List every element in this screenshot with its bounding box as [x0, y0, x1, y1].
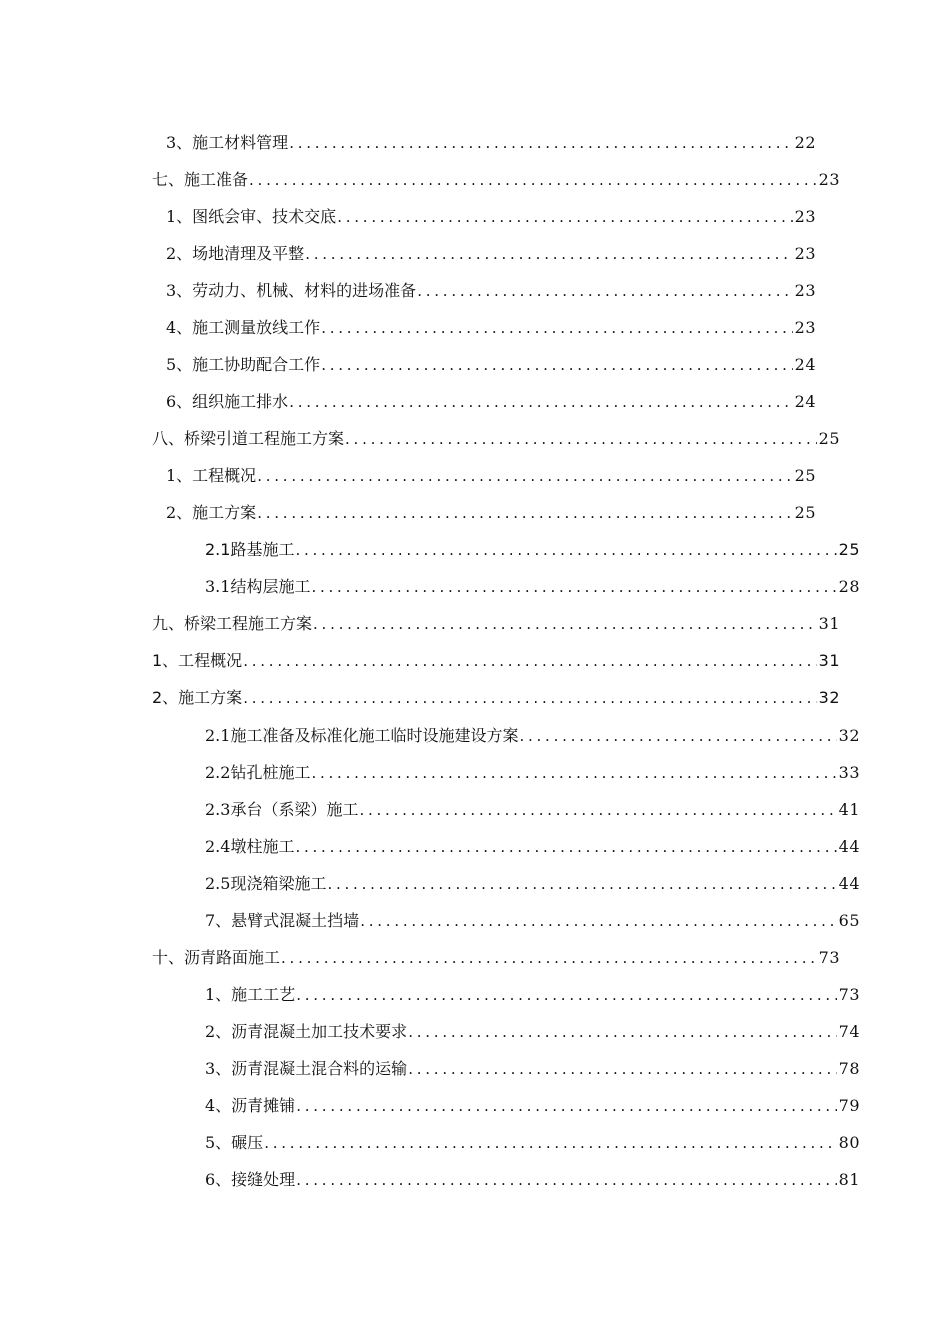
toc-entry-page: 23 — [794, 318, 816, 337]
toc-entry-label: 4、沥青摊铺 — [205, 1096, 296, 1115]
toc-entry-label: 1、工程概况 — [166, 466, 257, 485]
toc-entry-label: 2、施工方案 — [152, 688, 243, 707]
toc-entry[interactable] — [152, 943, 840, 969]
toc-entry-page: 33 — [838, 763, 860, 782]
toc-entry-page: 73 — [838, 985, 860, 1004]
toc-entry[interactable] — [205, 758, 860, 784]
toc-leader-dots — [288, 132, 792, 154]
toc-entry-page: 32 — [818, 688, 840, 707]
toc-entry-label: 1、图纸会审、技术交底 — [166, 207, 337, 226]
toc-leader-dots — [407, 1058, 836, 1080]
toc-entry[interactable] — [205, 572, 860, 598]
toc-leader-dots — [320, 317, 792, 339]
toc-leader-dots — [263, 1132, 836, 1154]
toc-entry-page: 23 — [794, 207, 816, 226]
toc-entry-label: 1、施工工艺 — [205, 985, 296, 1004]
toc-entry-label: 5、碾压 — [205, 1133, 264, 1152]
toc-leader-dots — [242, 687, 816, 709]
toc-entry[interactable] — [166, 498, 816, 524]
toc-entry-label: 3、劳动力、机械、材料的进场准备 — [166, 281, 417, 300]
toc-leader-dots — [256, 465, 792, 487]
toc-entry-label: 6、组织施工排水 — [166, 392, 289, 411]
toc-entry[interactable] — [166, 313, 816, 339]
toc-entry-page: 31 — [818, 651, 840, 670]
toc-entry-label: 2.1施工准备及标准化施工临时设施建设方案 — [205, 726, 519, 745]
toc-entry-label: 3、沥青混凝土混合料的运输 — [205, 1059, 408, 1078]
toc-entry-label: 1、工程概况 — [152, 651, 243, 670]
toc-entry[interactable] — [152, 683, 840, 709]
toc-leader-dots — [407, 1021, 836, 1043]
toc-leader-dots — [344, 428, 817, 450]
toc-entry-label: 6、接缝处理 — [205, 1170, 296, 1189]
toc-entry-page: 23 — [794, 244, 816, 263]
toc-leader-dots — [288, 391, 792, 413]
toc-leader-dots — [304, 243, 792, 265]
toc-entry[interactable] — [166, 276, 816, 302]
toc-entry-label: 2.4墩柱施工 — [205, 837, 295, 856]
toc-leader-dots — [295, 984, 836, 1006]
toc-entry-page: 31 — [818, 614, 840, 633]
toc-entry-page: 25 — [838, 540, 860, 559]
toc-leader-dots — [518, 725, 836, 747]
toc-entry-label: 2、施工方案 — [166, 503, 257, 522]
toc-entry-label: 7、悬臂式混凝土挡墙 — [205, 911, 360, 930]
toc-leader-dots — [242, 650, 816, 672]
toc-entry-page: 32 — [838, 726, 860, 745]
toc-leader-dots — [295, 1169, 836, 1191]
toc-entry[interactable] — [205, 535, 860, 561]
toc-leader-dots — [326, 873, 836, 895]
toc-leader-dots — [295, 1095, 836, 1117]
toc-entry-page: 23 — [818, 170, 840, 189]
toc-entry-page: 41 — [838, 800, 860, 819]
toc-entry[interactable] — [205, 906, 860, 932]
toc-leader-dots — [359, 910, 836, 932]
toc-entry[interactable] — [152, 165, 840, 191]
toc-entry-label: 5、施工协助配合工作 — [166, 355, 321, 374]
toc-entry[interactable] — [205, 980, 860, 1006]
toc-entry[interactable] — [166, 239, 816, 265]
toc-entry[interactable] — [166, 461, 816, 487]
toc-entry[interactable] — [152, 609, 840, 635]
toc-leader-dots — [310, 762, 836, 784]
toc-entry-page: 25 — [794, 466, 816, 485]
toc-entry-label: 2.2钻孔桩施工 — [205, 763, 311, 782]
toc-entry-page: 44 — [838, 837, 860, 856]
toc-entry-page: 78 — [838, 1059, 860, 1078]
toc-entry[interactable] — [205, 721, 860, 747]
toc-entry-label: 2.3承台（系梁）施工 — [205, 800, 359, 819]
toc-entry-label: 2、场地清理及平整 — [166, 244, 305, 263]
toc-entry-page: 28 — [838, 577, 860, 596]
toc-entry-label: 2.5现浇箱梁施工 — [205, 874, 327, 893]
toc-entry-page: 81 — [838, 1170, 860, 1189]
toc-entry-label: 八、桥梁引道工程施工方案 — [152, 429, 345, 448]
toc-leader-dots — [294, 836, 836, 858]
toc-leader-dots — [248, 169, 817, 191]
toc-leader-dots — [416, 280, 792, 302]
toc-leader-dots — [336, 206, 792, 228]
toc-leader-dots — [312, 613, 817, 635]
toc-leader-dots — [358, 799, 836, 821]
toc-leader-dots — [310, 576, 836, 598]
toc-entry-page: 73 — [818, 948, 840, 967]
toc-entry[interactable] — [205, 1091, 860, 1117]
toc-entry-page: 24 — [794, 355, 816, 374]
toc-entry-page: 80 — [838, 1133, 860, 1152]
toc-entry-page: 22 — [794, 133, 816, 152]
toc-entry[interactable] — [205, 1128, 860, 1154]
toc-entry-label: 3.1结构层施工 — [205, 577, 311, 596]
toc-entry-label: 七、施工准备 — [152, 170, 249, 189]
toc-entry[interactable] — [166, 128, 816, 154]
toc-entry[interactable] — [152, 646, 840, 672]
toc-entry-label: 4、施工测量放线工作 — [166, 318, 321, 337]
toc-leader-dots — [280, 947, 817, 969]
toc-entry[interactable] — [205, 832, 860, 858]
toc-entry-page: 79 — [838, 1096, 860, 1115]
toc-entry-label: 九、桥梁工程施工方案 — [152, 614, 313, 633]
toc-entry-page: 24 — [794, 392, 816, 411]
toc-leader-dots — [294, 539, 836, 561]
toc-entry-label: 十、沥青路面施工 — [152, 948, 281, 967]
toc-entry[interactable] — [152, 424, 840, 450]
toc-entry[interactable] — [205, 1017, 860, 1043]
toc-leader-dots — [256, 502, 792, 524]
toc-entry-label: 3、施工材料管理 — [166, 133, 289, 152]
toc-entry[interactable] — [205, 1054, 860, 1080]
toc-entry-page: 44 — [838, 874, 860, 893]
toc-entry-label: 2、沥青混凝土加工技术要求 — [205, 1022, 408, 1041]
toc-entry-label: 2.1路基施工 — [205, 540, 295, 559]
toc-entry[interactable] — [205, 795, 860, 821]
toc-entry[interactable] — [166, 202, 816, 228]
toc-entry[interactable] — [205, 869, 860, 895]
toc-entry-page: 23 — [794, 281, 816, 300]
toc-entry-page: 65 — [838, 911, 860, 930]
toc-entry-page: 74 — [838, 1022, 860, 1041]
toc-entry-page: 25 — [818, 429, 840, 448]
toc-entry[interactable] — [166, 387, 816, 413]
toc-entry[interactable] — [166, 350, 816, 376]
toc-entry-page: 25 — [794, 503, 816, 522]
toc-leader-dots — [320, 354, 792, 376]
toc-entry[interactable] — [205, 1165, 860, 1191]
